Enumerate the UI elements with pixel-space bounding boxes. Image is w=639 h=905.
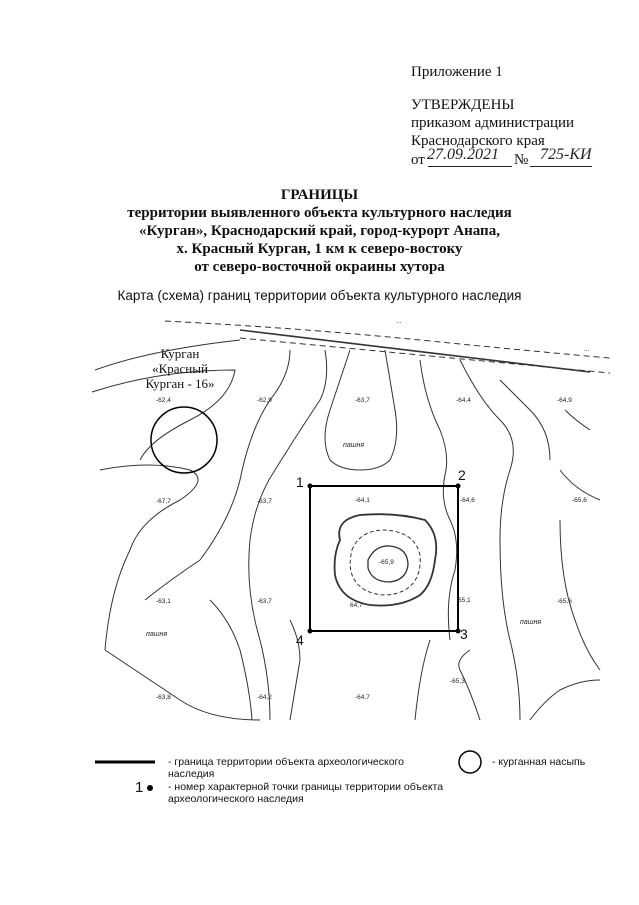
legend-point-dot xyxy=(147,785,153,791)
elevation-label: 64,7 xyxy=(350,602,363,609)
field-label: пашня xyxy=(520,619,542,626)
order-line-2: Краснодарского края xyxy=(411,133,545,149)
elevation-label: -64,4 xyxy=(456,397,471,404)
title-line-1: ГРАНИЦЫ xyxy=(280,187,359,203)
elevation-label: -64,7 xyxy=(355,694,370,701)
contour-line xyxy=(100,465,198,650)
legend-point-text: - номер характерной точки границы территории объекта археологического наследия xyxy=(168,781,444,805)
order-line-1: приказом администрации xyxy=(411,115,575,131)
contour-line xyxy=(210,600,252,720)
handwritten-date: 27.09.2021 xyxy=(427,146,499,163)
approved-label: УТВЕРЖДЕНЫ xyxy=(411,97,515,113)
elevation-label: -63,7 xyxy=(355,397,370,404)
field-label: пашня xyxy=(343,442,365,449)
elevation-label: -64,6 xyxy=(460,497,475,504)
field-label: пашня xyxy=(146,631,168,638)
from-label: от xyxy=(411,152,425,168)
number-label: № xyxy=(514,152,529,168)
contour-line xyxy=(500,380,550,460)
handwritten-number: 725-КИ xyxy=(540,146,592,163)
elevation-label: -64,2 xyxy=(257,694,272,701)
contour-line xyxy=(530,680,600,720)
appendix-label: Приложение 1 xyxy=(411,64,503,80)
contour-line xyxy=(415,640,430,720)
elevation-label: -67,7 xyxy=(156,498,171,505)
mound-label xyxy=(130,346,230,391)
mound-label-line-3: Курган - 16» xyxy=(145,376,215,391)
legend-point-number: 1 xyxy=(135,779,144,796)
elevation-label: -65,3 xyxy=(450,678,465,685)
point-2-label: 2 xyxy=(458,467,466,483)
mound-label-line-1: Курган xyxy=(160,346,200,361)
contour-line xyxy=(560,470,600,500)
elevation-label: -63,1 xyxy=(156,598,171,605)
contour-line xyxy=(249,350,327,720)
map-dots: ... xyxy=(396,318,402,325)
elevation-label: -64,9 xyxy=(557,397,572,404)
contour-line xyxy=(105,650,260,720)
road-dashed-line-upper xyxy=(165,321,610,358)
elevation-label: -65,9 xyxy=(379,559,394,566)
point-3-label: 3 xyxy=(460,626,468,642)
elevation-label: -65,6 xyxy=(572,497,587,504)
legend-mound-circle xyxy=(459,751,481,773)
elevation-label: 65,1 xyxy=(458,597,471,604)
title-line-5: от северо-восточной окраины хутора xyxy=(194,259,445,275)
legend-boundary-text: - граница территории объекта археологического наследия xyxy=(168,756,404,780)
point-1-marker xyxy=(308,484,313,489)
point-2-marker xyxy=(456,484,461,489)
elevation-label: -63,7 xyxy=(257,598,272,605)
elevation-label: -65,6 xyxy=(557,598,572,605)
contour-line xyxy=(420,360,457,640)
contour-line xyxy=(565,410,590,430)
elevation-label: -63,7 xyxy=(257,498,272,505)
elevation-label: -62,9 xyxy=(257,397,272,404)
point-4-label: 4 xyxy=(296,632,304,648)
contour-line xyxy=(560,520,600,670)
contour-line xyxy=(325,350,397,470)
contour-line xyxy=(459,650,480,720)
legend-mound-text: - курганная насыпь xyxy=(492,756,586,768)
point-1-label: 1 xyxy=(296,474,304,490)
title-line-4: х. Красный Курган, 1 км к северо-востоку xyxy=(176,241,463,257)
elevation-label: -63,8 xyxy=(156,694,171,701)
title-line-2: территории выявленного объекта культурного наследия xyxy=(127,205,512,221)
point-4-marker xyxy=(308,629,313,634)
contour-line xyxy=(460,360,520,720)
map-caption: Карта (схема) границ территории объекта культурного наследия xyxy=(117,288,522,303)
mound-label-line-2: «Красный xyxy=(152,361,208,376)
elevation-label: -62,4 xyxy=(156,397,171,404)
elevation-label: -64,1 xyxy=(355,497,370,504)
title-line-3: «Курган», Краснодарский край, город-курорт Анапа, xyxy=(139,223,500,239)
kurgan-mound-circle xyxy=(151,407,217,473)
map-dots: ... xyxy=(584,346,590,353)
